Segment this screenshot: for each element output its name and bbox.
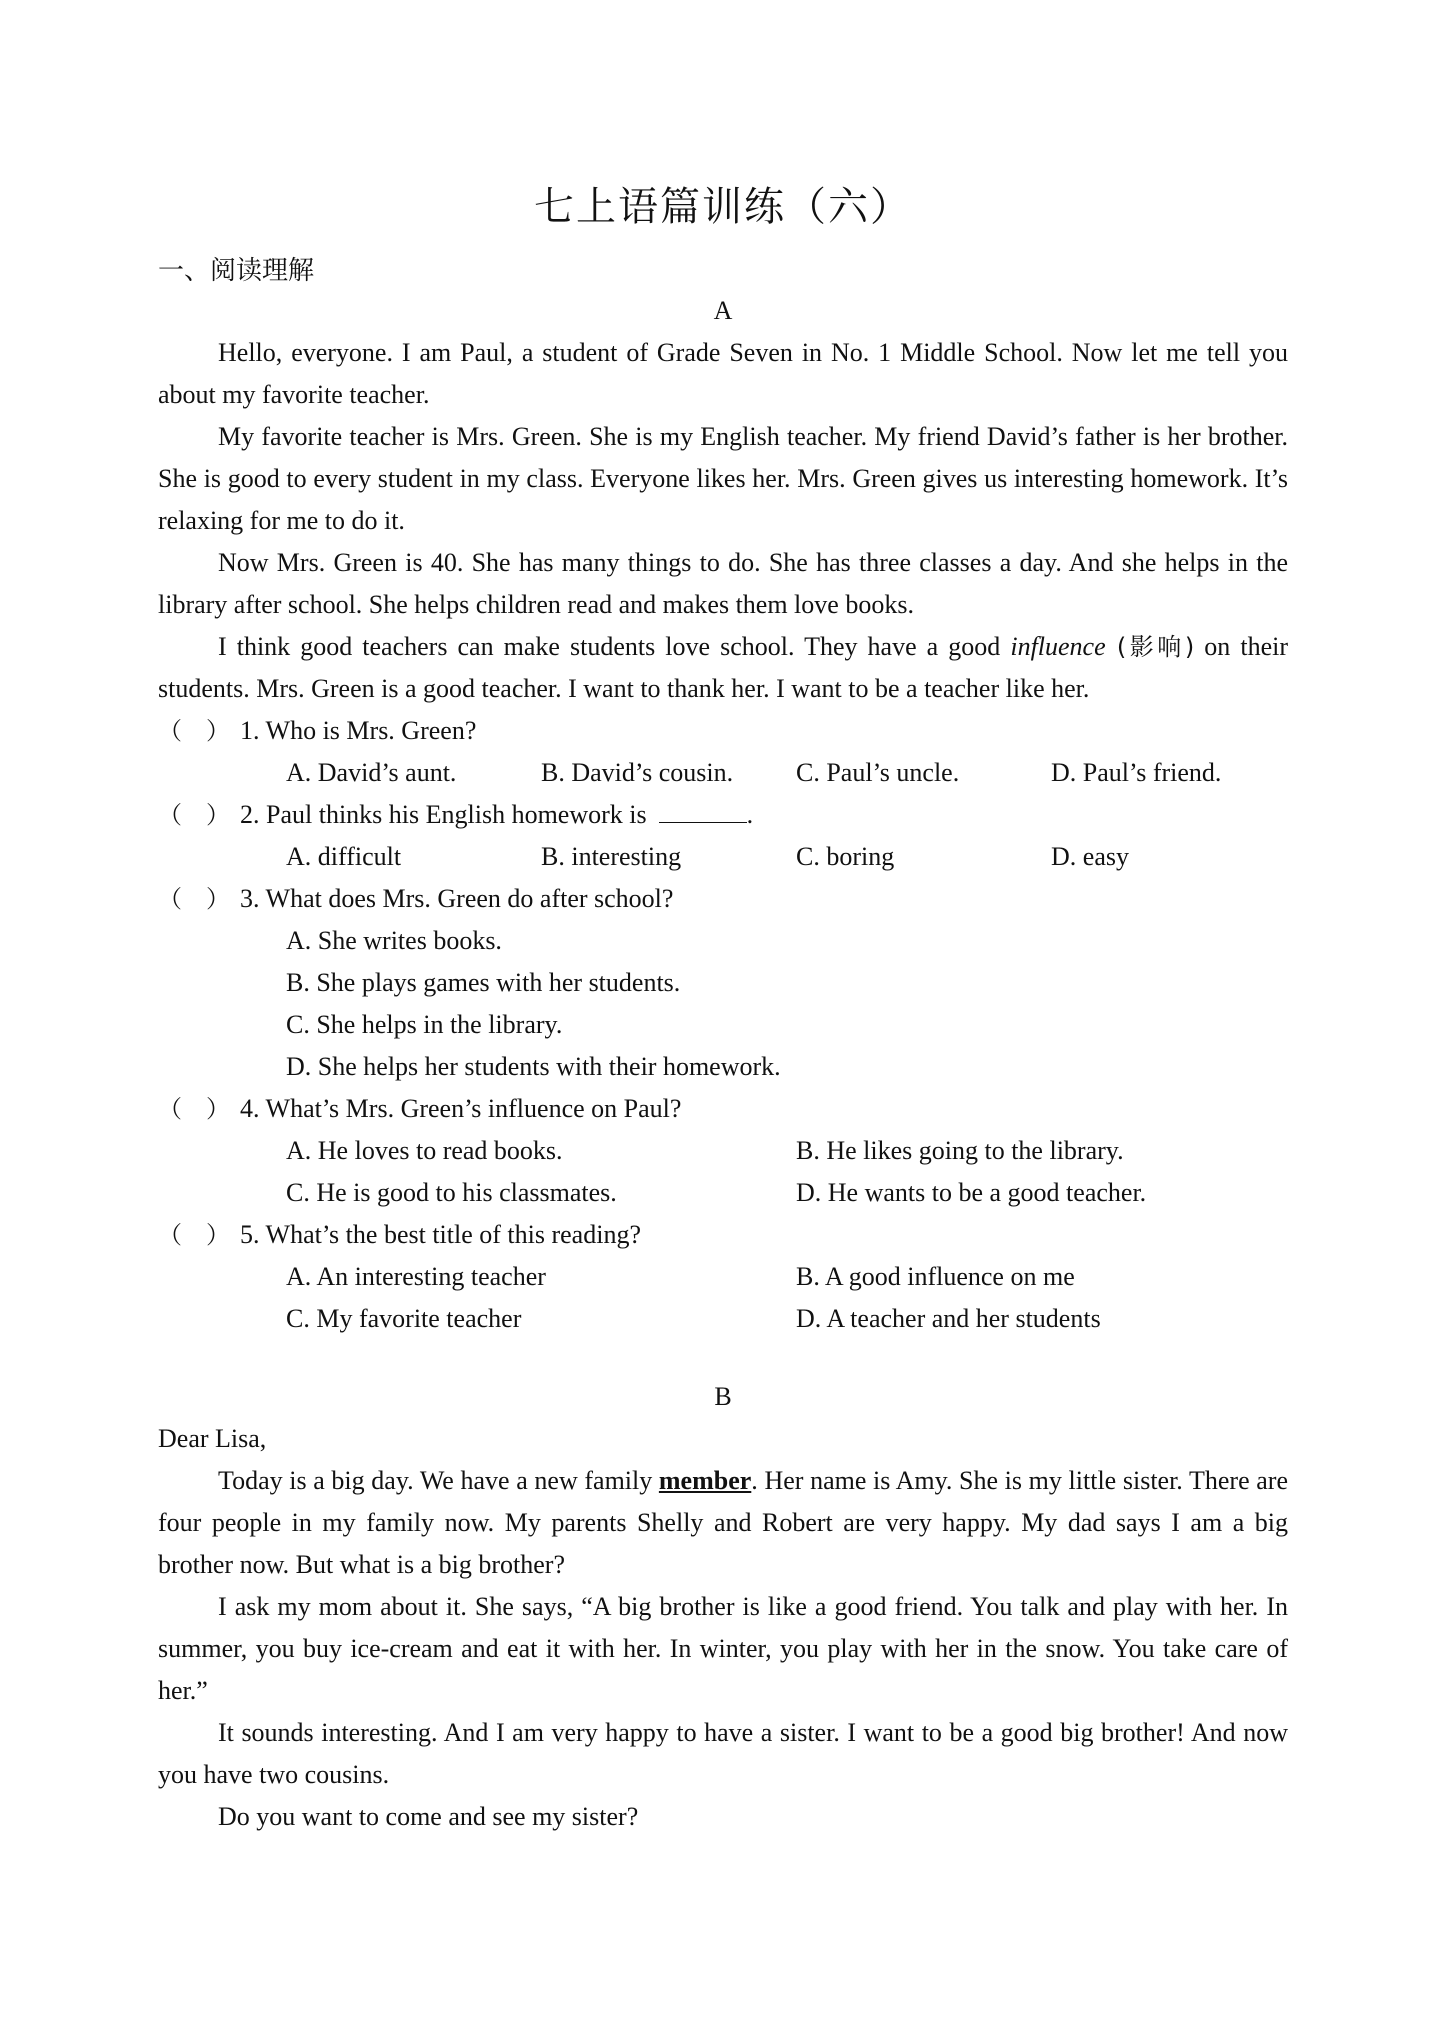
answer-bracket[interactable]: （ ） — [158, 717, 230, 745]
option-a: A. She writes books. — [286, 926, 502, 955]
option-a: A. An interesting teacher — [286, 1262, 546, 1291]
passage-b-label: B — [714, 1382, 732, 1411]
question-1 — [158, 710, 1288, 794]
page-title: 七上语篇训练（六） — [534, 184, 912, 230]
option-b: B. interesting — [541, 842, 682, 871]
section-heading: 一、阅读理解 — [158, 256, 315, 286]
answer-bracket[interactable]: （ ） — [158, 1095, 230, 1123]
question-stem: 1. Who is Mrs. Green? — [240, 716, 477, 745]
option-c: C. He is good to his classmates. — [286, 1178, 617, 1207]
option-b: B. She plays games with her students. — [286, 968, 681, 997]
option-a: A. difficult — [286, 842, 402, 871]
option-c: C. boring — [796, 842, 895, 871]
paragraph-text: I think good teachers can make students love school. They have a good — [218, 632, 1011, 661]
question-stem-end: . — [746, 800, 754, 829]
option-c: C. My favorite teacher — [286, 1304, 522, 1333]
option-b: B. He likes going to the library. — [796, 1136, 1124, 1165]
question-3 — [158, 878, 1288, 1088]
paragraph-text: on their students. Mrs. Green is a good teacher. I want to thank her. I want to be a teacher like her. — [158, 632, 1288, 703]
question-stem: 5. What’s the best title of this reading? — [240, 1220, 641, 1249]
option-d: D. She helps her students with their homework. — [286, 1052, 781, 1081]
option-b: B. David’s cousin. — [541, 758, 734, 787]
option-d: D. Paul’s friend. — [1051, 758, 1222, 787]
question-stem: 4. What’s Mrs. Green’s influence on Paul? — [240, 1094, 682, 1123]
question-list — [158, 710, 1288, 1340]
letter-greeting: Dear Lisa, — [158, 1424, 267, 1453]
underlined-word: member — [658, 1466, 752, 1495]
passage-b-paragraph-2: I ask my mom about it. She says, “A big brother is like a good friend. You talk and play with her. In summer, you buy ice-cream and eat it with her. In winter, you play with her in the snow. You take care of her.” — [158, 1592, 1288, 1705]
answer-bracket[interactable]: （ ） — [158, 885, 230, 913]
question-4 — [158, 1088, 1288, 1214]
passage-a-paragraph-1: Hello, everyone. I am Paul, a student of Grade Seven in No. 1 Middle School. Now let me tell you about my favorite teacher. — [158, 338, 1288, 409]
question-5 — [158, 1214, 1288, 1340]
passage-a-paragraph-2: My favorite teacher is Mrs. Green. She is my English teacher. My friend David’s father is her brother. She is good to every student in my class. Everyone likes her. Mrs. Green gives us interesting homework. It’s relaxing for me to do it. — [158, 422, 1288, 535]
option-a: A. He loves to read books. — [286, 1136, 563, 1165]
option-c: C. Paul’s uncle. — [796, 758, 960, 787]
answer-bracket[interactable]: （ ） — [158, 1221, 230, 1249]
passage-a-paragraph-3: Now Mrs. Green is 40. She has many things to do. She has three classes a day. And she helps in the library after school. She helps children read and makes them love books. — [158, 548, 1288, 619]
option-a: A. David’s aunt. — [286, 758, 457, 787]
passage-a — [158, 290, 1288, 1340]
option-d: D. A teacher and her students — [796, 1304, 1101, 1333]
question-2 — [158, 794, 1288, 878]
passage-a-label: A — [713, 296, 733, 325]
answer-bracket[interactable]: （ ） — [158, 801, 230, 829]
answer-blank[interactable] — [659, 796, 747, 823]
question-stem: 3. What does Mrs. Green do after school? — [240, 884, 674, 913]
passage-b-paragraph-1 — [158, 1460, 1288, 1586]
option-b: B. A good influence on me — [796, 1262, 1075, 1291]
option-d: D. He wants to be a good teacher. — [796, 1178, 1147, 1207]
passage-b — [158, 1376, 1288, 1838]
paragraph-text: Today is a big day. We have a new family — [218, 1466, 659, 1495]
passage-a-paragraph-4 — [158, 626, 1288, 710]
vocabulary-word: influence — [1010, 632, 1106, 661]
question-stem: 2. Paul thinks his English homework is — [240, 800, 647, 829]
paragraph-text: . Her name is Amy. She is my little sister. There are four people in my family now. My parents Shelly and Robert are very happy. My dad says I am a big brother now. But what is a big brother? — [158, 1466, 1288, 1579]
option-c: C. She helps in the library. — [286, 1010, 563, 1039]
passage-b-paragraph-4: Do you want to come and see my sister? — [218, 1802, 639, 1831]
passage-b-paragraph-3: It sounds interesting. And I am very happy to have a sister. I want to be a good big brother! And now you have two cousins. — [158, 1718, 1288, 1789]
option-d: D. easy — [1051, 842, 1129, 871]
chinese-gloss: (影响) — [1105, 633, 1195, 661]
